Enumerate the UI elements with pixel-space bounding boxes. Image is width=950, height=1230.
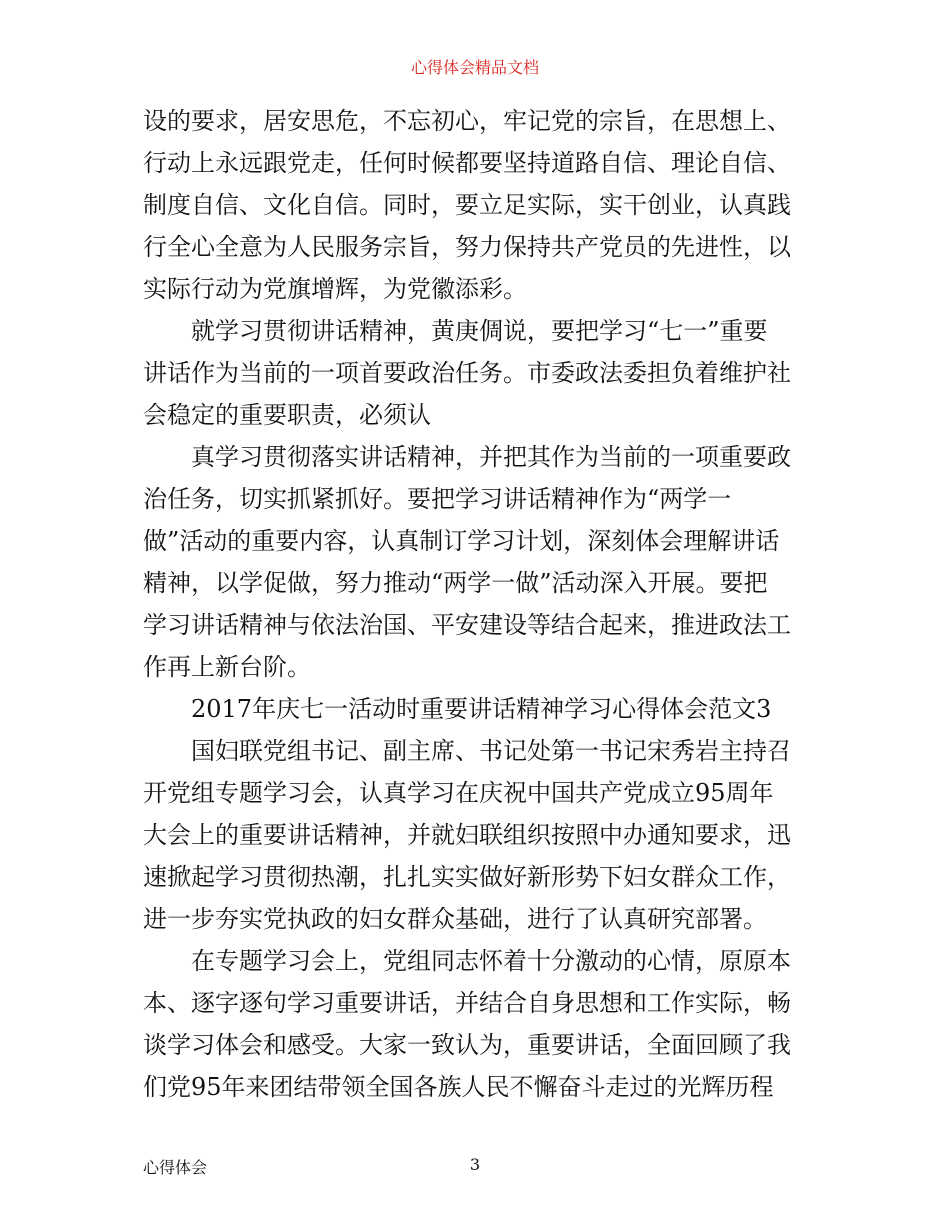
body-line: 作再上新台阶。 <box>143 653 311 681</box>
section-heading: 2017年庆七一活动时重要讲话精神学习心得体会范文3 <box>143 695 772 723</box>
body-line: 治任务，切实抓紧抓好。要把学习讲话精神作为“两学一 <box>143 485 732 513</box>
body-line: 速掀起学习贯彻热潮，扎扎实实做好新形势下妇女群众工作， <box>143 863 791 891</box>
page-number: 3 <box>469 1155 481 1174</box>
body-line: 行全心全意为人民服务宗旨，努力保持共产党员的先进性，以 <box>143 233 791 261</box>
body-line: 设的要求，居安思危，不忘初心，牢记党的宗旨，在思想上、 <box>143 107 791 135</box>
body-line: 会稳定的重要职责，必须认 <box>143 401 431 429</box>
body-line: 实际行动为党旗增辉，为党徽添彩。 <box>143 275 527 303</box>
body-line: 制度自信、文化自信。同时，要立足实际，实干创业，认真践 <box>143 191 791 219</box>
body-line: 们党95年来团结带领全国各族人民不懈奋斗走过的光辉历程 <box>143 1073 774 1101</box>
body-line: 在专题学习会上，党组同志怀着十分激动的心情，原原本 <box>143 947 791 975</box>
body-line: 谈学习体会和感受。大家一致认为，重要讲话，全面回顾了我 <box>143 1031 791 1059</box>
body-line: 学习讲话精神与依法治国、平安建设等结合起来，推进政法工 <box>143 611 791 639</box>
body-line: 进一步夯实党执政的妇女群众基础，进行了认真研究部署。 <box>143 905 767 933</box>
body-line: 就学习贯彻讲话精神，黄庚倜说，要把学习“七一”重要 <box>143 317 768 345</box>
body-line: 国妇联党组书记、副主席、书记处第一书记宋秀岩主持召 <box>143 737 791 765</box>
body-line: 开党组专题学习会，认真学习在庆祝中国共产党成立95周年 <box>143 779 774 807</box>
page-footer-label: 心得体会 <box>143 1158 208 1177</box>
page-header-title: 心得体会精品文档 <box>410 58 539 77</box>
body-line: 大会上的重要讲话精神，并就妇联组织按照中办通知要求，迅 <box>143 821 791 849</box>
body-line: 本、逐字逐句学习重要讲话，并结合自身思想和工作实际，畅 <box>143 989 791 1017</box>
body-line: 讲话作为当前的一项首要政治任务。市委政法委担负着维护社 <box>143 359 791 387</box>
body-line: 真学习贯彻落实讲话精神，并把其作为当前的一项重要政 <box>143 443 791 471</box>
body-line: 精神，以学促做，努力推动“两学一做”活动深入开展。要把 <box>143 569 768 597</box>
body-line: 行动上永远跟党走，任何时候都要坚持道路自信、理论自信、 <box>143 149 791 177</box>
document-body <box>143 100 815 1108</box>
body-line: 做”活动的重要内容，认真制订学习计划，深刻体会理解讲话 <box>143 527 780 555</box>
